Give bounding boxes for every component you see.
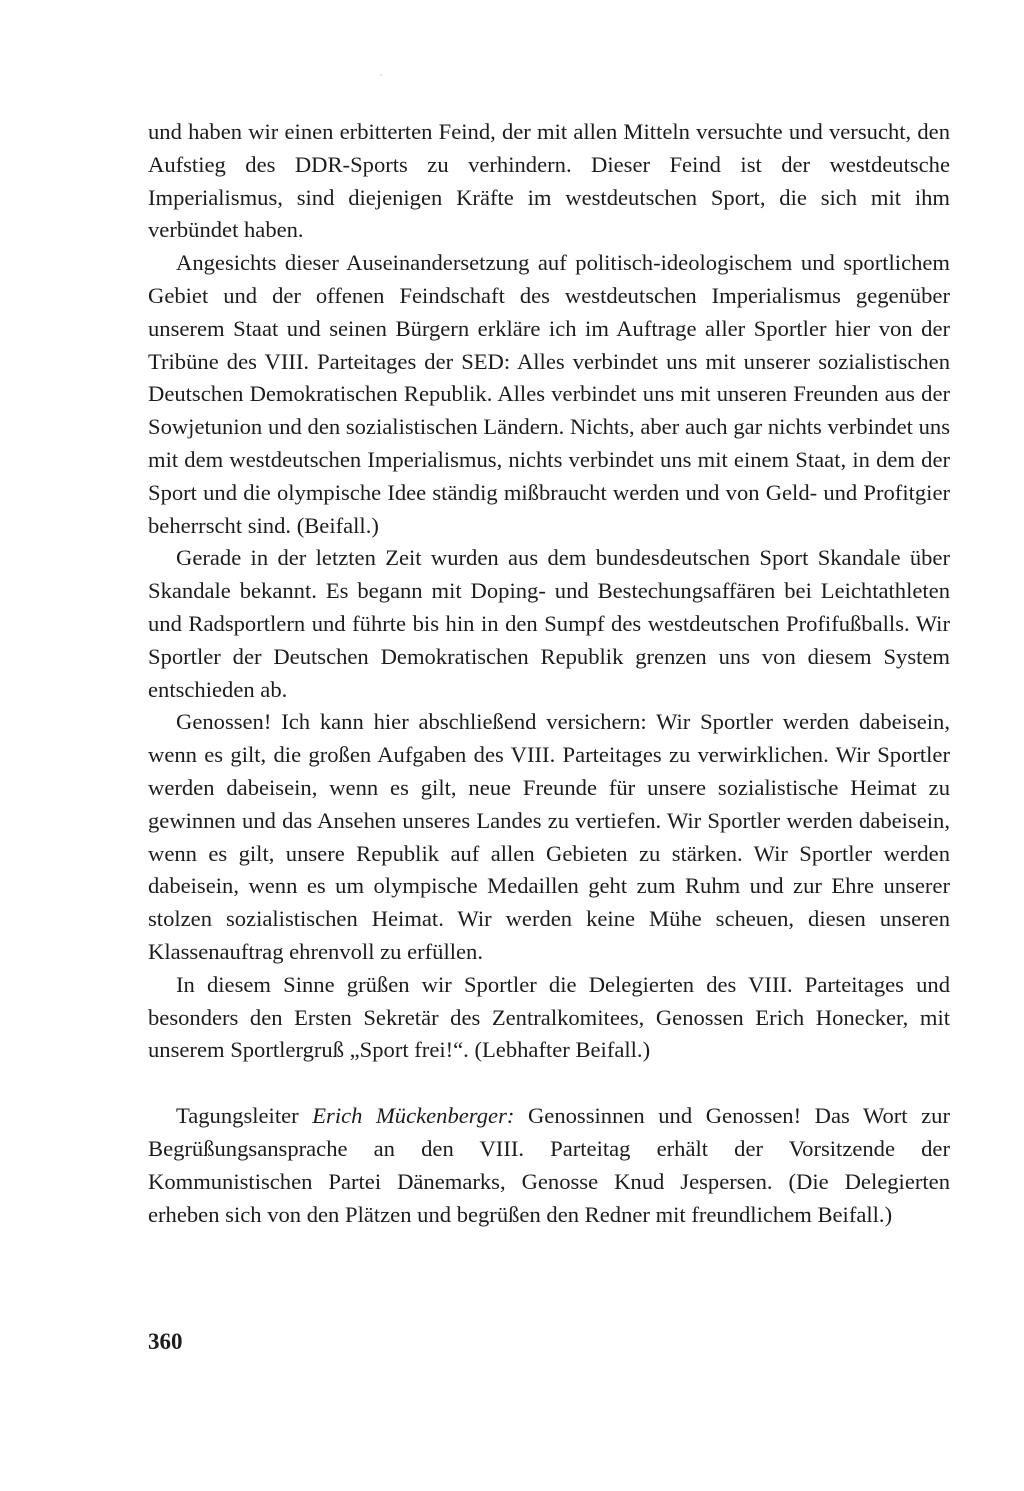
speaker-text: Genossinnen und Genossen! Das Wort zur Begrüßungsansprache an den VIII. Parteitag erhält der Vorsitzende der Kommunistischen Partei Dänemarks, Genosse Knud Jespersen. (Die Delegierten erheben sich von den Plätzen und begrüßen den Redner mit freundlichem Beifall.) — [148, 1103, 950, 1227]
scan-speck — [380, 74, 382, 76]
chair-title: Tagungsleiter — [176, 1103, 313, 1129]
speaker-name: Erich Mückenberger: — [312, 1103, 515, 1129]
paragraph-2: Angesichts dieser Auseinandersetzung auf politisch-ideologischem und sportlichem Gebiet und der offenen Feindschaft des westdeutschen Imperialismus gegenüber unserem Staat und seinen Bürgern erkläre ich im Auftrage aller Sportler hier von der Tribüne des VIII. Parteitages der SED: Alles verbindet uns mit unserer sozialistischen Deutschen Demokratischen Republik. Alles verbindet uns mit unseren Freunden aus der Sowjetunion und den sozialistischen Ländern. Nichts, aber auch gar nichts verbindet uns mit dem westdeutschen Imperialismus, nichts verbindet uns mit einem Staat, in dem der Sport und die olympische Idee ständig mißbraucht werden und von Geld- und Profitgier beherrscht sind. (Beifall.) — [148, 250, 950, 538]
paragraph-4: Genossen! Ich kann hier abschließend versichern: Wir Sportler werden dabeisein, wenn es gilt, die großen Aufgaben des VIII. Parteitages zu verwirklichen. Wir Sportler werden dabeisein, wenn es gilt, neue Freunde für unsere sozialistische Heimat zu gewinnen und das Ansehen unseres Landes zu vertiefen. Wir Sportler werden dabeisein, wenn es gilt, unsere Republik auf allen Gebieten zu stärken. Wir Sportler werden dabeisein, wenn es um olympische Medaillen geht zum Ruhm und zur Ehre unserer stolzen sozialistischen Heimat. Wir werden keine Mühe scheuen, diesen unseren Klassenauftrag ehrenvoll zu erfüllen. — [148, 709, 950, 964]
page-body — [148, 116, 950, 1231]
paragraph-6 — [148, 1100, 950, 1231]
page-number: 360 — [148, 1329, 183, 1354]
paragraph-5: In diesem Sinne grüßen wir Sportler die Delegierten des VIII. Parteitages und besonders den Ersten Sekretär des Zentralkomitees, Genossen Erich Honecker, mit unserem Sportlergruß „Sport frei!“. (Lebhafter Beifall.) — [148, 971, 950, 1063]
paragraph-3: Gerade in der letzten Zeit wurden aus dem bundesdeutschen Sport Skandale über Skandale bekannt. Es begann mit Doping- und Bestechungsaffären bei Leichtathleten und Radsportlern und führte bis hin in den Sumpf des westdeutschen Profifußballs. Wir Sportler der Deutschen Demokratischen Republik grenzen uns von diesem System entschieden ab. — [148, 545, 950, 702]
section-gap — [148, 1067, 950, 1100]
paragraph-1: und haben wir einen erbitterten Feind, der mit allen Mitteln versuchte und versucht, den Aufstieg des DDR-Sports zu verhindern. Dieser Feind ist der westdeutsche Imperialismus, sind diejenigen Kräfte im westdeutschen Sport, die sich mit ihm verbündet haben. — [148, 119, 950, 243]
